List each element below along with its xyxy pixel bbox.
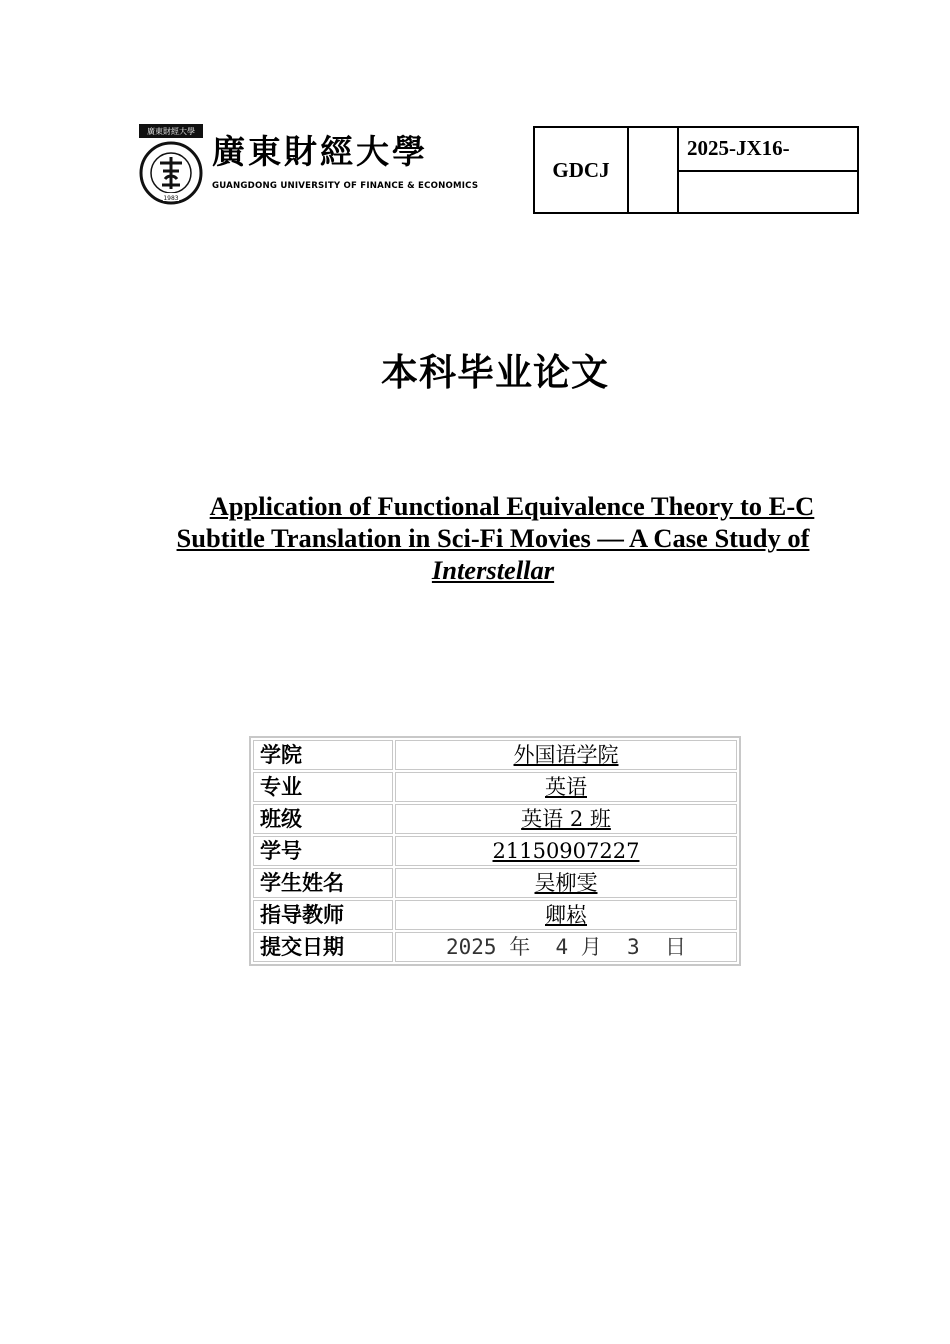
info-value: 英语 [395, 772, 737, 802]
info-label: 指导教师 [253, 900, 393, 930]
info-value: 外国语学院 [395, 740, 737, 770]
title-line-2: Subtitle Translation in Sci-Fi Movies — A Case Study of [176, 523, 810, 553]
info-label: 专业 [253, 772, 393, 802]
code-blank-cell [628, 127, 678, 213]
code-label: GDCJ [534, 127, 628, 213]
info-value: 21150907227 [395, 836, 737, 866]
info-value: 吴柳雯 [395, 868, 737, 898]
table-row [253, 804, 737, 834]
info-label: 班级 [253, 804, 393, 834]
thesis-title [146, 490, 840, 586]
table-row [253, 772, 737, 802]
university-name-cn: 廣東財經大學 [212, 132, 428, 171]
student-info-table [249, 736, 741, 966]
code-number-suffix [678, 171, 858, 213]
table-row [253, 836, 737, 866]
university-name-en: GUANGDONG UNIVERSITY OF FINANCE & ECONOMICS [212, 181, 479, 191]
seal-year: 1983 [163, 195, 179, 202]
title-film-name: Interstellar [431, 555, 555, 585]
table-row [253, 900, 737, 930]
table-row [253, 932, 737, 962]
submit-date-label: 提交日期 [253, 932, 393, 962]
info-label: 学号 [253, 836, 393, 866]
document-type-heading: 本科毕业论文 [381, 351, 609, 394]
submit-date-value: 2025 年 4 月 3 日 [395, 932, 737, 962]
info-label: 学院 [253, 740, 393, 770]
info-label: 学生姓名 [253, 868, 393, 898]
code-number: 2025-JX16- [678, 127, 858, 171]
university-seal-icon [138, 123, 204, 211]
table-row [253, 740, 737, 770]
title-line-1: Application of Functional Equivalence Theory to E-C [209, 491, 815, 521]
info-value: 英语 2 班 [395, 804, 737, 834]
seal-top-text: 廣東財經大學 [147, 127, 195, 136]
info-value: 卿崧 [395, 900, 737, 930]
table-row [253, 868, 737, 898]
document-code-box [533, 126, 859, 214]
university-logo [138, 123, 479, 211]
